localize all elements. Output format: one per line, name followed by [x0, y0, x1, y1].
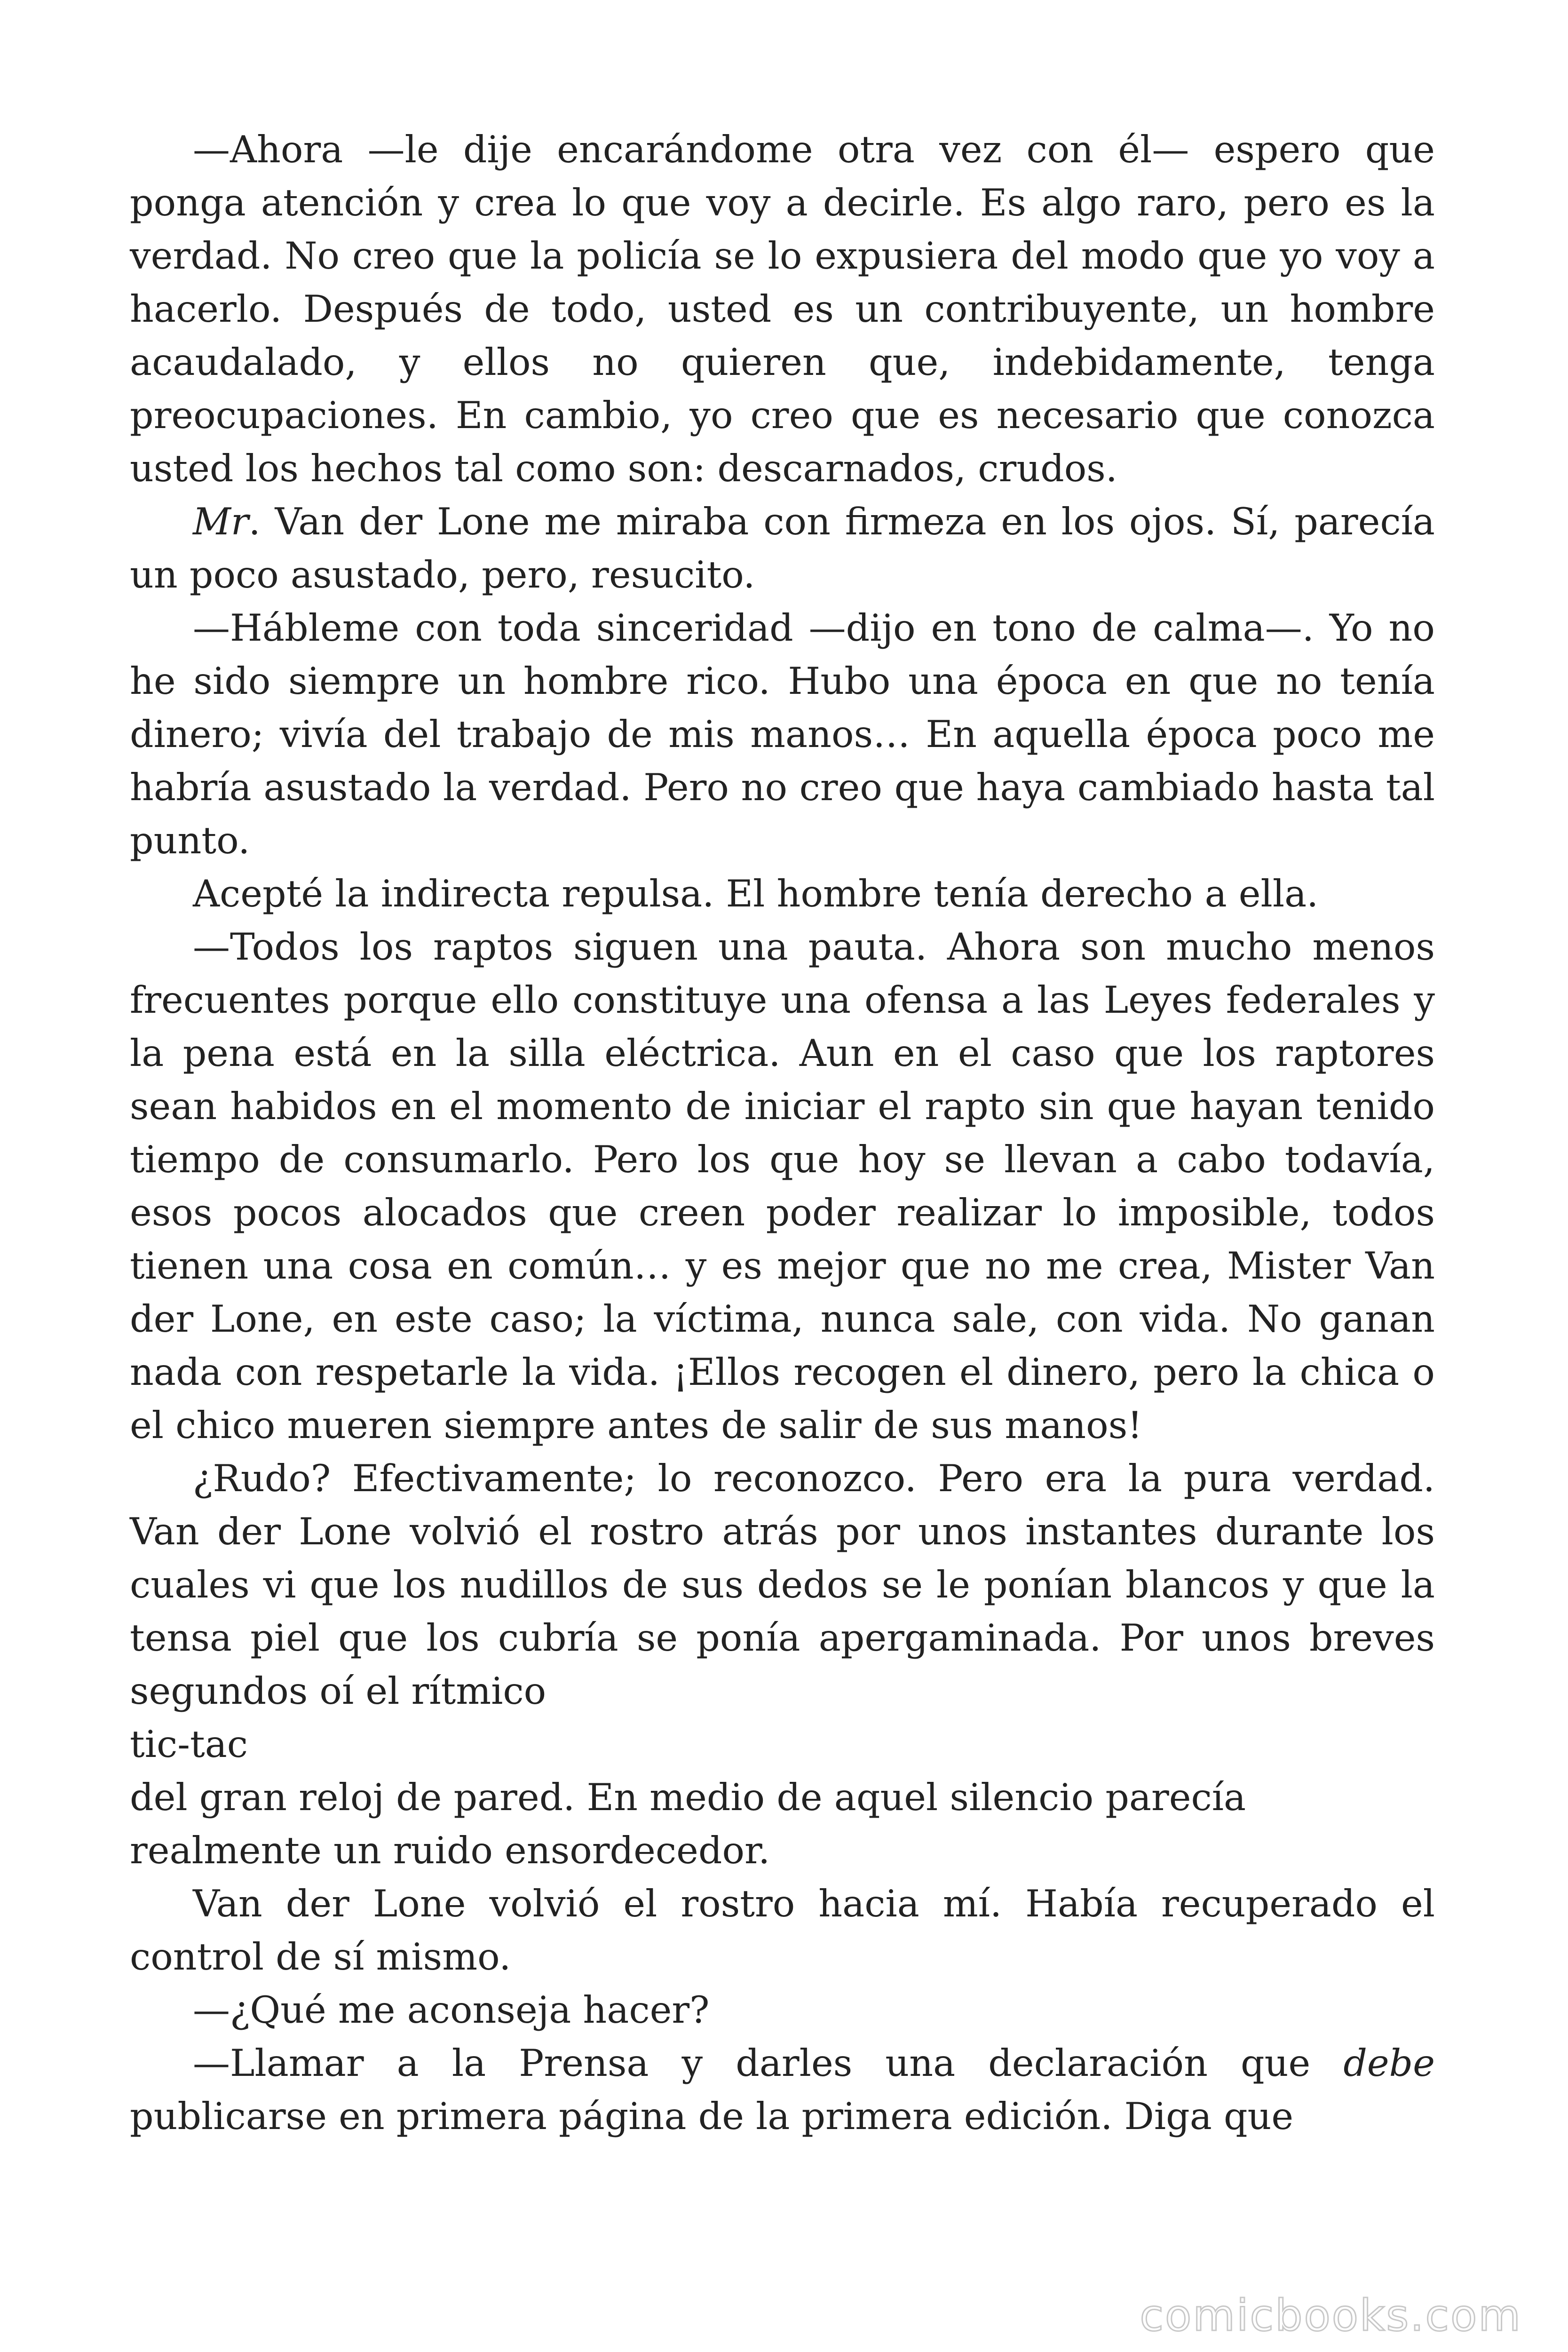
watermark: comicbooks.com — [1140, 2290, 1522, 2341]
paragraph-text: publicarse en primera página de la primera edición. Diga que — [130, 2095, 1294, 2138]
paragraph: ¿Rudo? Efectivamente; lo reconozco. Pero era la pura verdad. Van der Lone volvió el rostro atrás por unos instantes durante los cuales vi que los nudillos de sus dedos se le ponían blancos y que la tensa piel que los cubría se ponía apergaminada. Por unos breves segundos oí el rítmico — [130, 1457, 1435, 1713]
paragraph — [130, 2037, 1435, 2143]
paragraph: —Todos los raptos siguen una pauta. Ahora son mucho menos frecuentes porque ello constituye una ofensa a las Leyes federales y la pena está en la silla eléctrica. Aun en el caso que los raptores sean habidos en el momento de iniciar el rapto sin que hayan tenido tiempo de consumarlo. Pero los que hoy se llevan a cabo todavía, esos pocos alocados que creen poder realizar lo imposible, todos tienen una cosa en común… y es mejor que no me crea, Mister Van der Lone, en este caso; la víctima, nunca sale, con vida. No ganan nada con respetarle la vida. ¡Ellos recogen el dinero, pero la chica o el chico mueren siempre antes de salir de sus manos! — [130, 925, 1435, 1447]
paragraph-text: —Llamar a la Prensa y darles una declaración que — [193, 2042, 1344, 2085]
paragraph — [130, 495, 1435, 602]
paragraph: del gran reloj de pared. En medio de aquel silencio parecía realmente un ruido ensordecedor. — [130, 1776, 1246, 1872]
book-page-text — [130, 123, 1435, 2143]
paragraph: —Hábleme con toda sinceridad —dijo en tono de calma—. Yo no he sido siempre un hombre rico. Hubo una época en que no tenía dinero; vivía del trabajo de mis manos… En aquella época poco me habría asustado la verdad. Pero no creo que haya cambiado hasta tal punto. — [130, 606, 1435, 862]
paragraph: tic-tac — [130, 1723, 248, 1766]
paragraph: Van der Lone volvió el rostro hacia mí. Había recuperado el control de sí mismo. — [130, 1882, 1435, 1979]
paragraph: —¿Qué me aconseja hacer? — [193, 1988, 710, 2032]
paragraph: Acepté la indirecta repulsa. El hombre tenía derecho a ella. — [193, 872, 1319, 915]
paragraph: —Ahora —le dije encarándome otra vez con él— espero que ponga atención y crea lo que voy a decirle. Es algo raro, pero es la verdad. No creo que la policía se lo expusiera del modo que yo voy a hacerlo. Después de todo, usted es un contribuyente, un hombre acaudalado, y ellos no quieren que, indebidamente, tenga preocupaciones. En cambio, yo creo que es necesario que conozca usted los hechos tal como son: descarnados, crudos. — [130, 128, 1435, 490]
italic-text: debe — [1343, 2042, 1435, 2085]
italic-text: Mr — [193, 500, 249, 543]
paragraph-text: . Van der Lone me miraba con firmeza en los ojos. Sí, parecía un poco asustado, pero, resucito. — [130, 500, 1435, 596]
